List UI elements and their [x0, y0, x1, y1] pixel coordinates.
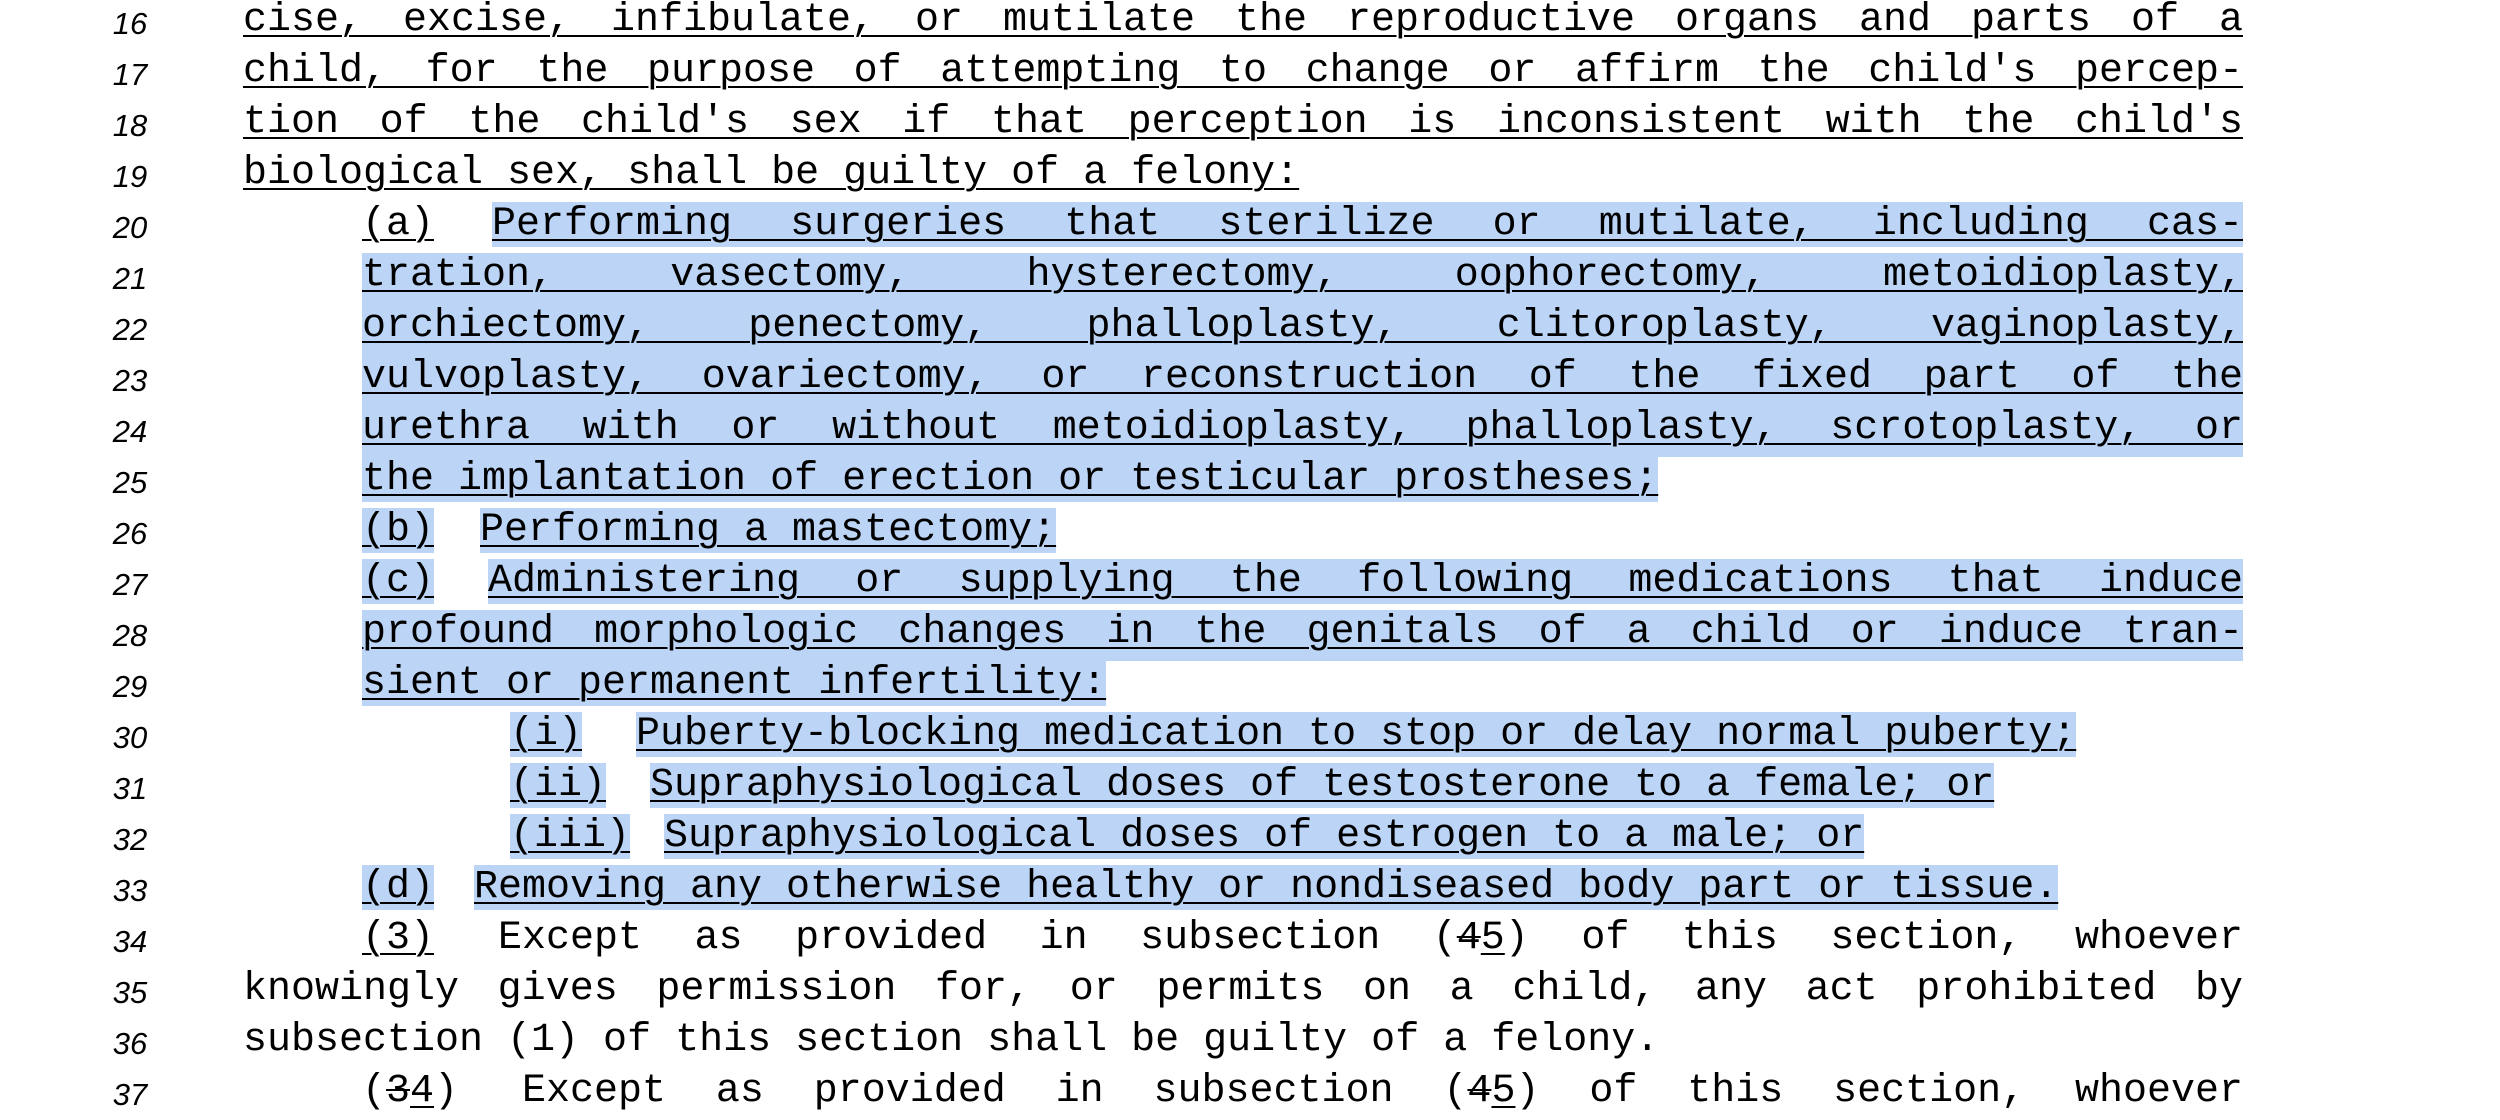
bill-line [0, 1018, 2500, 1069]
inserted-text: child, for the purpose of attempting to change or affirm the child's percep- [243, 49, 2243, 94]
highlighted-text: Performing surgeries that sterilize or mutilate, including cas- [492, 202, 2243, 247]
line-number: 21 [112, 261, 148, 296]
bill-line [0, 49, 2500, 100]
bill-line [0, 661, 2500, 712]
line-number: 32 [112, 822, 148, 857]
bill-line [0, 253, 2500, 304]
bill-line [0, 151, 2500, 202]
line-text [664, 814, 1864, 865]
line-text [243, 0, 2243, 49]
line-text: Except as provided in subsection (45) of this section, whoever [498, 916, 2243, 961]
bill-line [0, 559, 2500, 610]
line-text [480, 508, 1056, 559]
highlighted-text: vulvoplasty, ovariectomy, or reconstruction of the fixed part of the [362, 355, 2243, 400]
paragraph-label: (a) [362, 202, 435, 247]
line-text [362, 457, 1658, 508]
paragraph-label: (ii) [510, 763, 607, 808]
line-text: Except as provided in subsection (45) of this section, whoever [522, 1069, 2243, 1114]
bill-line [0, 457, 2500, 508]
line-text [362, 661, 1106, 712]
line-text [636, 712, 2076, 763]
bill-line [0, 304, 2500, 355]
line-text [474, 865, 2058, 916]
line-number: 24 [112, 414, 148, 449]
line-text [243, 49, 2243, 100]
line-text [362, 406, 2243, 457]
highlighted-text: Supraphysiological doses of testosterone to a female; or [650, 763, 1995, 808]
bill-line [0, 814, 2500, 865]
line-number: 33 [112, 873, 148, 908]
bill-line [0, 406, 2500, 457]
line-number: 20 [112, 210, 148, 245]
line-number: 23 [112, 363, 148, 398]
paragraph-label: (34) [362, 1069, 459, 1114]
bill-line [0, 1069, 2500, 1120]
line-number: 36 [112, 1026, 148, 1061]
bill-line [0, 967, 2500, 1018]
line-number: 31 [112, 771, 148, 806]
struck-text: 4 [1456, 916, 1481, 961]
bill-line [0, 763, 2500, 814]
line-number: 28 [112, 618, 148, 653]
bill-line [0, 100, 2500, 151]
highlighted-text: profound morphologic changes in the genitals of a child or induce tran- [362, 610, 2243, 655]
bill-line [0, 355, 2500, 406]
highlighted-text: the implantation of erection or testicular prostheses; [362, 457, 1659, 502]
line-number: 27 [112, 567, 148, 602]
inserted-text: 5 [1491, 1069, 1516, 1114]
bill-line [0, 916, 2500, 967]
paragraph-label: (3) [362, 916, 435, 961]
paragraph-label: (iii) [510, 814, 631, 859]
line-number: 17 [112, 57, 148, 92]
inserted-text: biological sex, shall be guilty of a felony: [243, 151, 1300, 196]
highlighted-text: urethra with or without metoidioplasty, phalloplasty, scrotoplasty, or [362, 406, 2243, 451]
bill-line [0, 0, 2500, 49]
line-number: 25 [112, 465, 148, 500]
paragraph-label: (b) [362, 508, 435, 553]
bill-line [0, 865, 2500, 916]
highlighted-text: tration, vasectomy, hysterectomy, oophorectomy, metoidioplasty, [362, 253, 2243, 298]
paragraph-label: (i) [510, 712, 583, 757]
paragraph-label: (c) [362, 559, 435, 604]
highlighted-text: Removing any otherwise healthy or nondiseased body part or tissue. [474, 865, 2059, 910]
highlighted-text: Performing a mastectomy; [480, 508, 1057, 553]
highlighted-text: Puberty-blocking medication to stop or delay normal puberty; [636, 712, 2077, 757]
bill-line [0, 202, 2500, 253]
highlighted-text: orchiectomy, penectomy, phalloplasty, clitoroplasty, vaginoplasty, [362, 304, 2243, 349]
line-number: 18 [112, 108, 148, 143]
bill-line [0, 610, 2500, 661]
bill-line [0, 712, 2500, 763]
highlighted-text: Administering or supplying the following medications that induce [488, 559, 2243, 604]
line-text [243, 100, 2243, 151]
line-number: 37 [112, 1077, 148, 1112]
line-number: 16 [112, 6, 148, 41]
line-text [243, 151, 1299, 202]
line-text: subsection (1) of this section shall be guilty of a felony. [243, 1018, 1660, 1063]
line-number: 34 [112, 924, 148, 959]
bill-line [0, 508, 2500, 559]
line-text [492, 202, 2243, 253]
paragraph-label: (d) [362, 865, 435, 910]
line-number: 19 [112, 159, 148, 194]
line-text [362, 304, 2243, 355]
line-number: 22 [112, 312, 148, 347]
line-text [488, 559, 2243, 610]
line-text [362, 610, 2243, 661]
highlighted-text: Supraphysiological doses of estrogen to a male; or [664, 814, 1865, 859]
inserted-text: 5 [1480, 916, 1505, 961]
line-number: 26 [112, 516, 148, 551]
inserted-text: tion of the child's sex if that perception is inconsistent with the child's [243, 100, 2243, 145]
line-number: 35 [112, 975, 148, 1010]
line-text: knowingly gives permission for, or permits on a child, any act prohibited by [243, 967, 2243, 1012]
line-text [362, 355, 2243, 406]
inserted-text: cise, excise, infibulate, or mutilate the reproductive organs and parts of a [243, 0, 2243, 43]
line-text [650, 763, 1994, 814]
highlighted-text: sient or permanent infertility: [362, 661, 1107, 706]
struck-text: 4 [1467, 1069, 1492, 1114]
line-text [362, 253, 2243, 304]
line-number: 29 [112, 669, 148, 704]
line-number: 30 [112, 720, 148, 755]
